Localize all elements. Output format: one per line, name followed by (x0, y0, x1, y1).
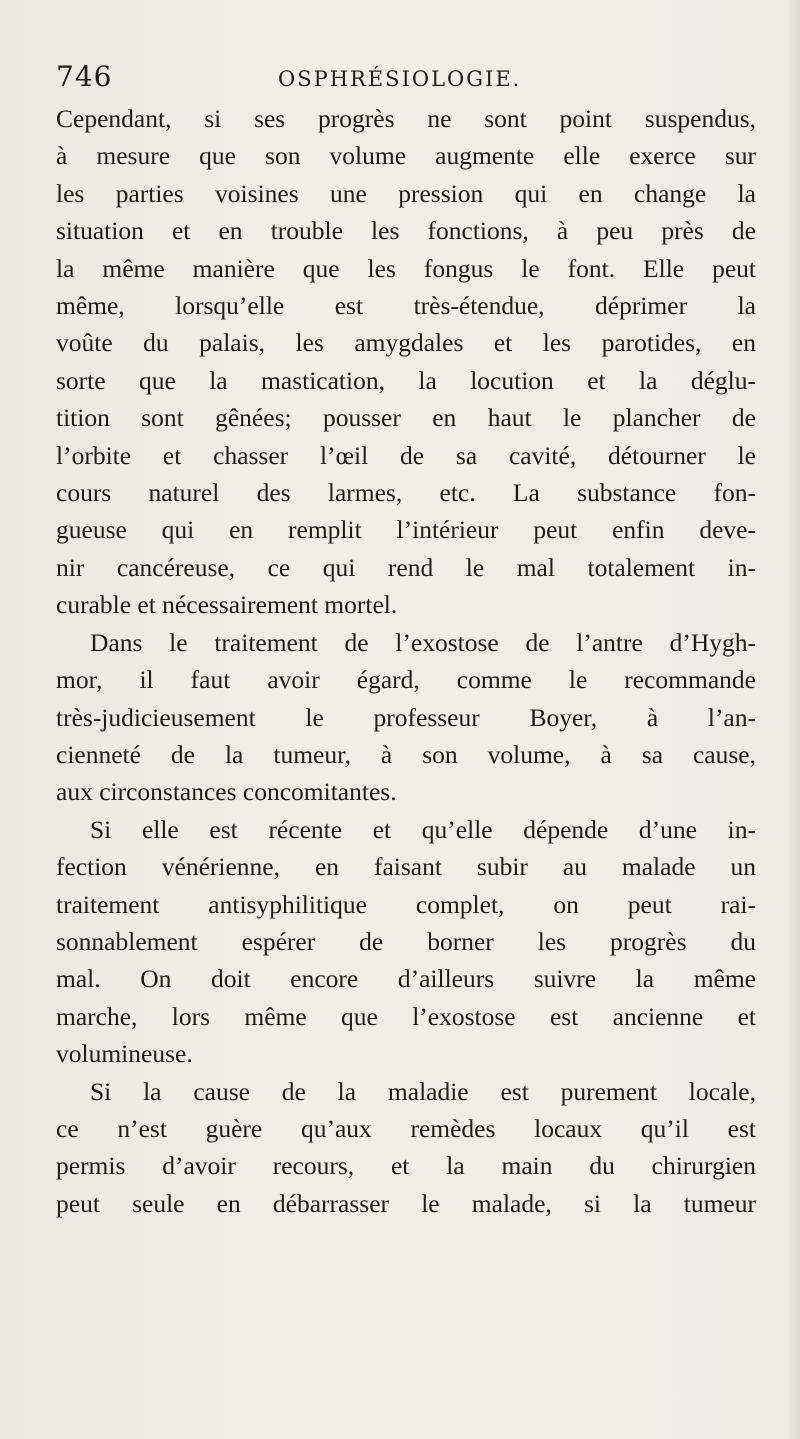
text-line: nir cancéreuse, ce qui rend le mal totalement in- (56, 552, 756, 582)
text-line: à mesure que son volume augmente elle exerce sur (56, 141, 756, 171)
text-line: l’orbite et chasser l’œil de sa cavité, détourner le (56, 440, 756, 470)
text-line: fection vénérienne, en faisant subir au malade un (56, 852, 756, 882)
page-edge-shadow (786, 0, 800, 1439)
text-line: mal. On doit encore d’ailleurs suivre la même (56, 964, 756, 994)
text-line: Si la cause de la maladie est purement locale, (90, 1076, 756, 1106)
body-text (56, 100, 756, 1222)
text-line: cienneté de la tumeur, à son volume, à sa cause, (56, 739, 756, 769)
text-line: gueuse qui en remplit l’intérieur peut enfin deve- (56, 515, 756, 545)
text-line: Si elle est récente et qu’elle dépende d’une in- (90, 814, 756, 844)
text-line: la même manière que les fongus le font. Elle peut (56, 253, 756, 283)
page-number: 746 (56, 60, 113, 93)
text-line: voûte du palais, les amygdales et les parotides, en (56, 328, 756, 358)
text-line: Cependant, si ses progrès ne sont point suspendus, (56, 104, 756, 133)
running-head: OSPHRÉSIOLOGIE. (278, 67, 522, 91)
text-line: traitement antisyphilitique complet, on peut rai- (56, 889, 756, 919)
text-line: tition sont gênées; pousser en haut le plancher de (56, 403, 756, 433)
text-line: mor, il faut avoir égard, comme le recommande (56, 665, 756, 695)
page-header (56, 60, 756, 100)
text-line: marche, lors même que l’exostose est ancienne et (56, 1001, 756, 1031)
text-line: peut seule en débarrasser le malade, si la tumeur (56, 1188, 756, 1218)
text-line: même, lorsqu’elle est très-étendue, déprimer la (56, 291, 756, 321)
text-line: très-judicieusement le professeur Boyer, à l’an- (56, 702, 756, 732)
text-line: sonnablement espérer de borner les progrès du (56, 926, 756, 956)
text-line: situation et en trouble les fonctions, à peu près de (56, 216, 756, 246)
text-line: volumineuse. (56, 1039, 193, 1069)
text-line: aux circonstances concomitantes. (56, 777, 397, 807)
text-line: curable et nécessairement mortel. (56, 590, 398, 620)
text-line: les parties voisines une pression qui en change la (56, 178, 756, 208)
text-line: permis d’avoir recours, et la main du chirurgien (56, 1151, 756, 1181)
text-line: ce n’est guère qu’aux remèdes locaux qu’il est (56, 1113, 756, 1143)
text-line: Dans le traitement de l’exostose de l’antre d’Hygh- (90, 627, 756, 657)
text-line: sorte que la mastication, la locution et la déglu- (56, 365, 756, 395)
text-line: cours naturel des larmes, etc. La substance fon- (56, 478, 756, 508)
